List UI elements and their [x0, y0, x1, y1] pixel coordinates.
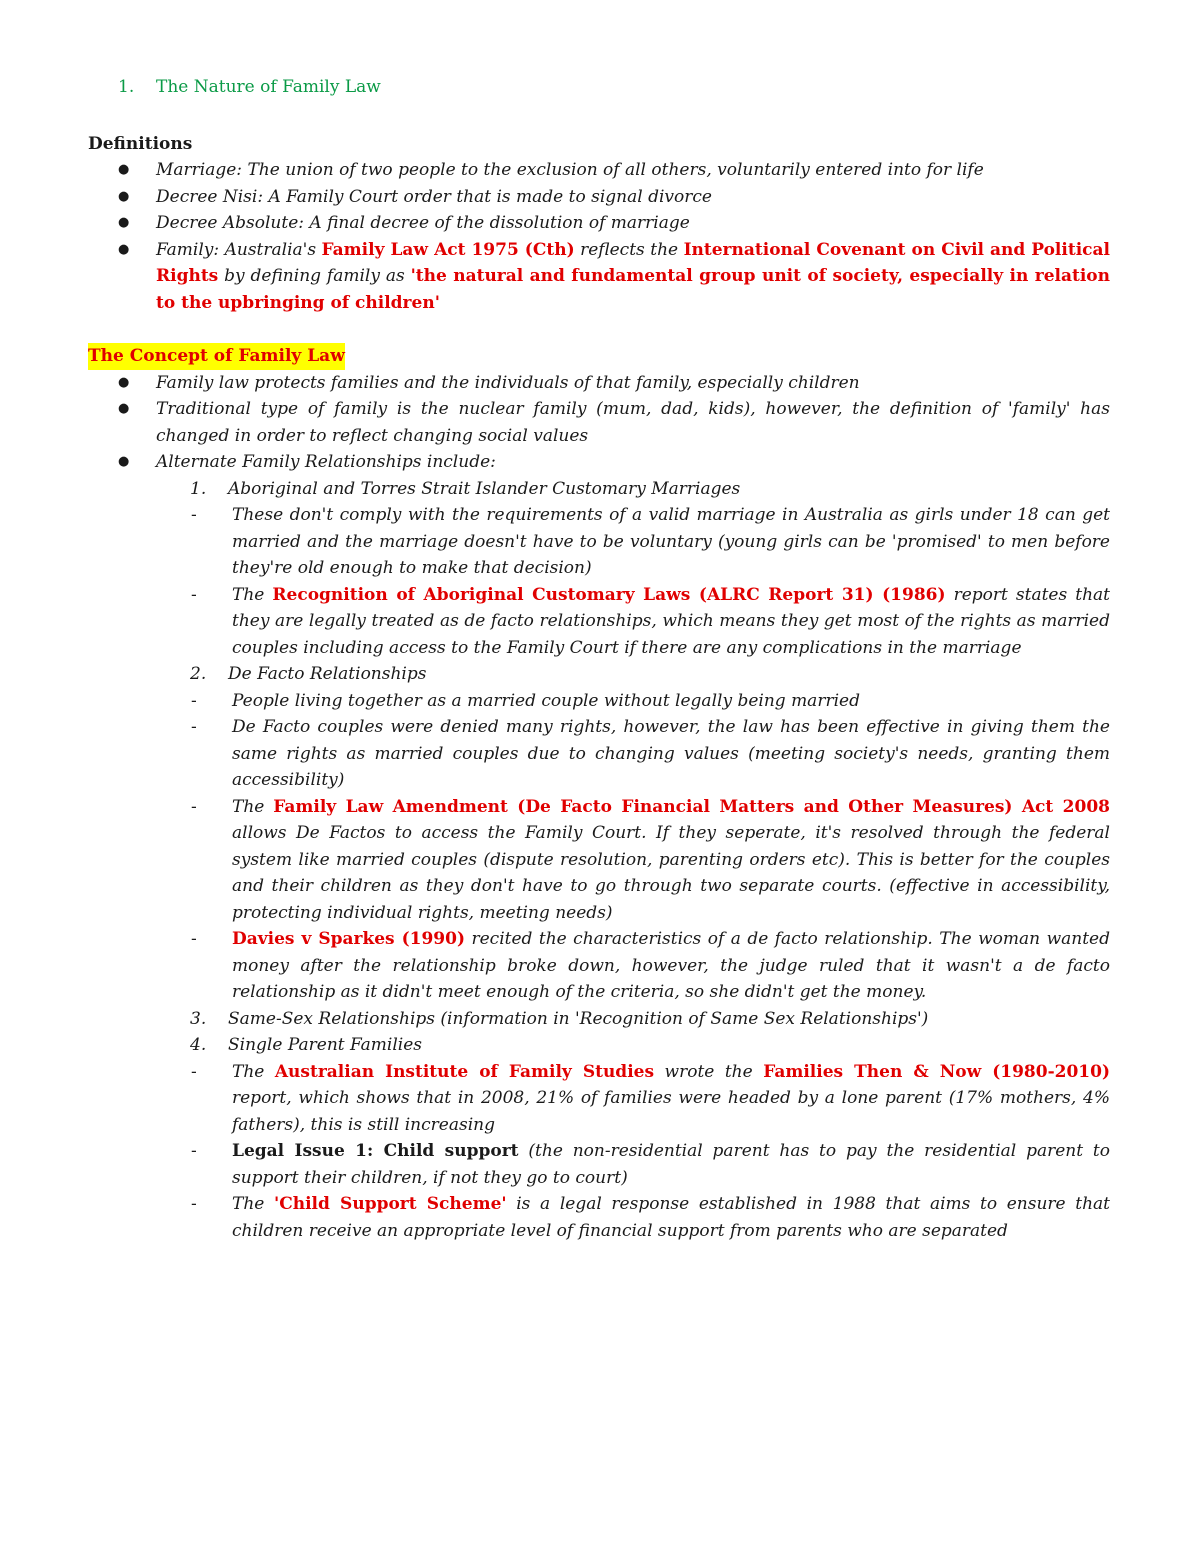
family-quote: 'the natural and fundamental group unit of society, especially in relation to the upbringing of children' — [156, 266, 1110, 313]
concept-list — [88, 370, 1110, 1245]
sub-item: - These don't comply with the requirements of a valid marriage in Australia as girls under 18 can get married and the marriage doesn't have to be voluntary (young girls can be 'promised' to men before they're old enough to make that decision) — [88, 502, 1110, 582]
definitions-heading: Definitions — [88, 133, 193, 154]
definitions-list — [88, 157, 1110, 316]
definition-decree-absolute: ● Decree Absolute: A final decree of the dissolution of marriage — [88, 210, 1110, 237]
text: allows De Factos to access the Family Court. If they seperate, it's resolved through the federal system like married couples (dispute resolution, parenting orders etc). This is better for the couples and their children as they don't have to go through two separate courts. (effective in accessibility, protecting individual rights, meeting needs) — [232, 823, 1110, 923]
item-number: 1. — [190, 478, 207, 499]
sub-list — [88, 688, 1110, 1006]
text: The — [232, 796, 274, 817]
alrc-report: Recognition of Aboriginal Customary Laws (ALRC Report 31) (1986) — [272, 584, 946, 605]
concept-heading: The Concept of Family Law — [88, 343, 345, 370]
aifs: Australian Institute of Family Studies — [274, 1061, 655, 1082]
text: recited the characteristics of a de facto relationship. The woman wanted money after the relationship broke down, however, the judge ruled that it wasn't a de facto relationship as it didn't meet enough of the criteria, so she didn't get the money. — [232, 929, 1110, 1002]
sub-list — [88, 1059, 1110, 1245]
definition-marriage: ● Marriage: The union of two people to the exclusion of all others, voluntarily entered into for life — [88, 157, 1110, 184]
definition-family — [88, 237, 1110, 317]
text: Family: Australia's — [156, 239, 322, 260]
item-label: De Facto Relationships — [228, 664, 427, 684]
text: report states that they are legally treated as de facto relationships, which means they get most of the rights as married couples including access to the Family Court if there are any complications in the marriage — [232, 584, 1110, 658]
relationship-item — [156, 661, 1110, 688]
sub-item — [88, 794, 1110, 927]
item-number: 2. — [190, 664, 207, 684]
item-number: 3. — [190, 1008, 207, 1029]
document-page — [88, 74, 1110, 1244]
text: reflects the — [574, 239, 684, 260]
concept-bullet — [88, 449, 1110, 1244]
text: The — [232, 584, 273, 605]
text: (the non-residential parent has to pay the residential parent to support their children, if not they go to court) — [232, 1141, 1110, 1188]
text: wrote the — [654, 1061, 764, 1082]
text: The — [232, 1194, 274, 1214]
sub-list — [88, 502, 1110, 661]
text: The — [232, 1061, 275, 1082]
davies-v-sparkes: Davies v Sparkes (1990) — [232, 929, 466, 949]
item-label: Same-Sex Relationships (information in 'Recognition of Same Sex Relationships') — [228, 1008, 929, 1029]
family-law-act: Family Law Act 1975 (Cth) — [321, 239, 575, 260]
concept-bullet: ● Traditional type of family is the nuclear family (mum, dad, kids), however, the definition of 'family' has changed in order to reflect changing social values — [88, 396, 1110, 449]
iccpr: International Covenant on Civil and Political Rights — [156, 239, 1110, 286]
relationship-item — [156, 476, 1110, 503]
text: by defining family as — [218, 266, 411, 286]
section-title: The Nature of Family Law — [156, 77, 381, 97]
family-law-amendment: Family Law Amendment (De Facto Financial Matters and Other Measures) Act 2008 — [273, 796, 1110, 817]
relationship-item — [156, 1006, 1110, 1033]
families-then-now: Families Then & Now (1980-2010) — [763, 1061, 1110, 1082]
section-number: 1. — [118, 77, 135, 97]
sub-item — [88, 1059, 1110, 1139]
text: is a legal response established in 1988 that aims to ensure that children receive an appropriate level of financial support from parents who are separated — [232, 1194, 1110, 1241]
concept-bullet: ● Family law protects families and the individuals of that family, especially children — [88, 370, 1110, 397]
item-number: 4. — [190, 1035, 207, 1055]
sub-item — [88, 1138, 1110, 1191]
child-support-scheme: 'Child Support Scheme' — [274, 1194, 507, 1214]
item-label: Aboriginal and Torres Strait Islander Customary Marriages — [228, 478, 741, 499]
sub-item: - De Facto couples were denied many rights, however, the law has been effective in giving them the same rights as married couples due to changing values (meeting society's needs, granting them accessibility) — [88, 714, 1110, 794]
section-heading — [118, 74, 1110, 101]
text: report, which shows that in 2008, 21% of families were headed by a lone parent (17% mothers, 4% fathers), this is still increasing — [232, 1088, 1110, 1135]
item-label: Single Parent Families — [228, 1035, 422, 1055]
definition-decree-nisi: ● Decree Nisi: A Family Court order that is made to signal divorce — [88, 184, 1110, 211]
legal-issue-label: Legal Issue 1: Child support — [232, 1141, 519, 1161]
sub-item — [88, 926, 1110, 1006]
sub-item — [88, 1191, 1110, 1244]
sub-item: - People living together as a married couple without legally being married — [88, 688, 1110, 715]
sub-item — [88, 582, 1110, 662]
alternate-relationships-label: Alternate Family Relationships include: — [156, 452, 496, 472]
relationship-item — [156, 1032, 1110, 1059]
